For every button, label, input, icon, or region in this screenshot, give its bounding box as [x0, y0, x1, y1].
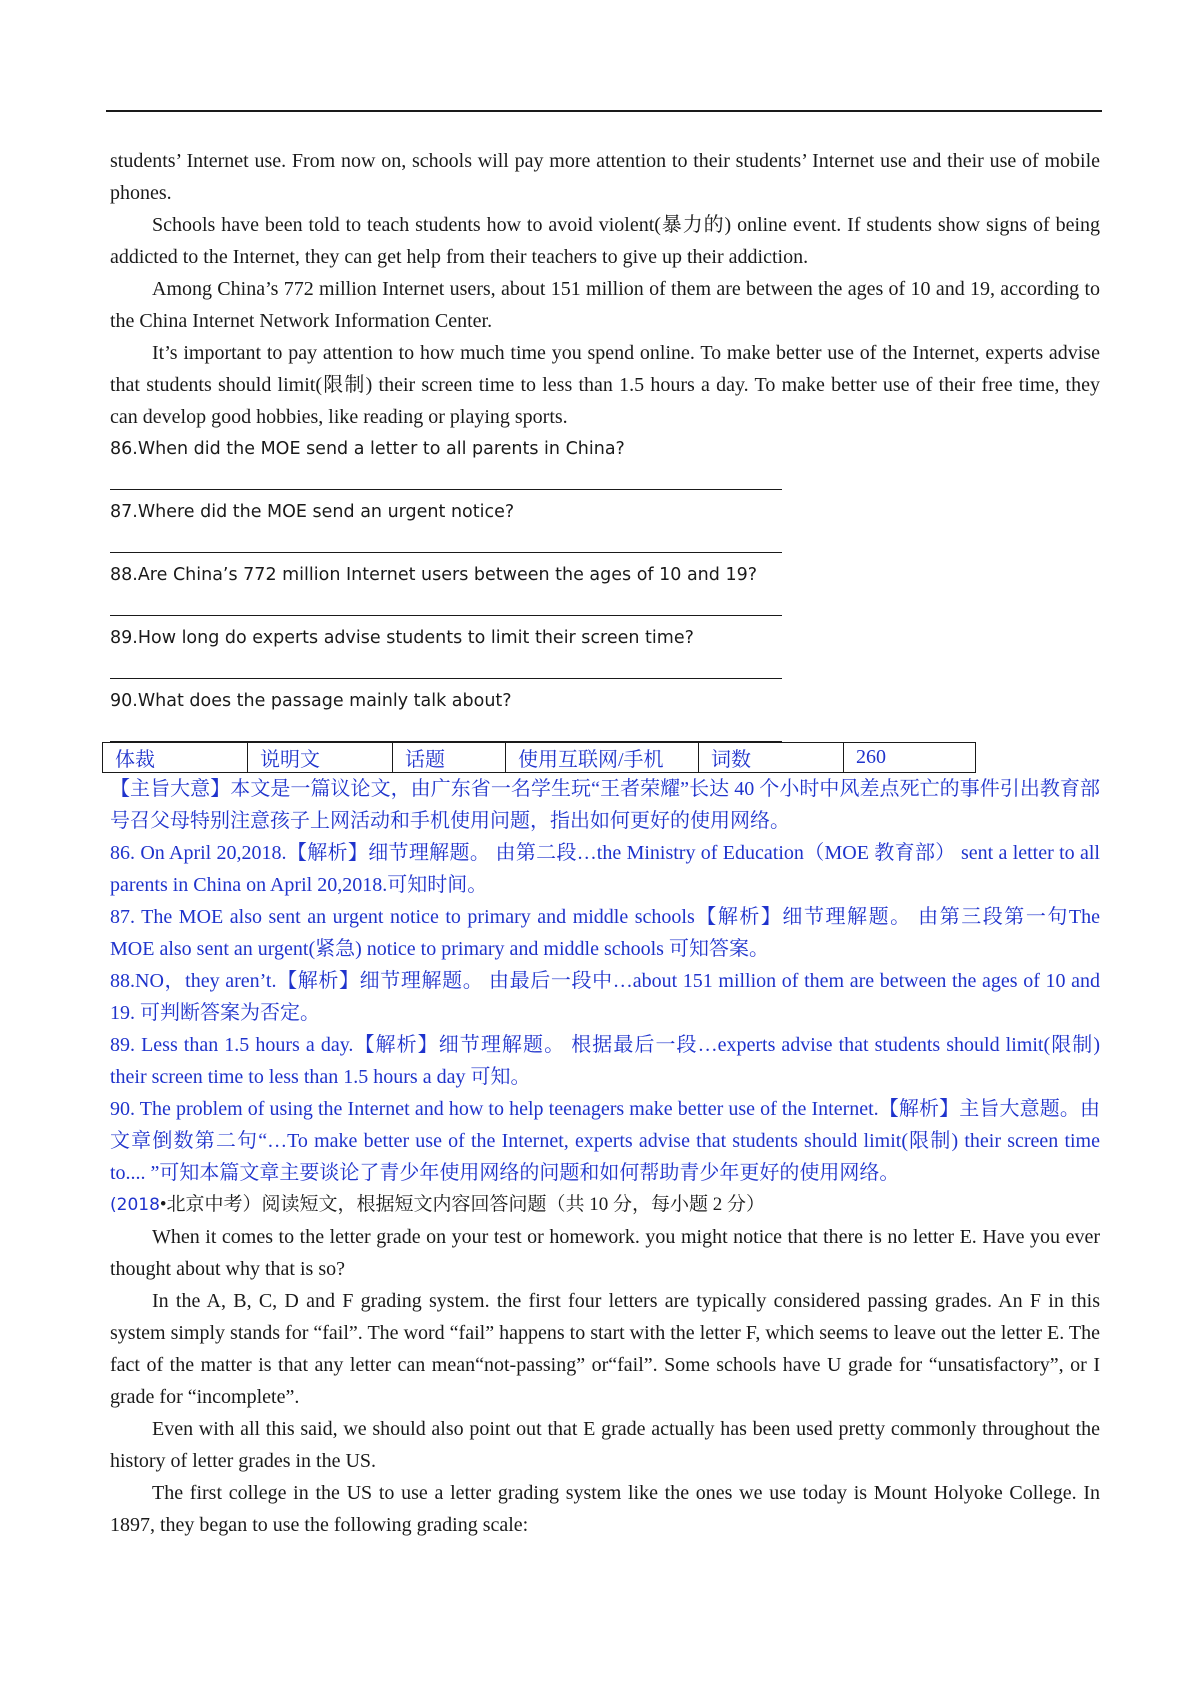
question-90: 90.What does the passage mainly talk about? [110, 691, 512, 711]
passage2-paragraph-1: When it comes to the letter grade on your test or homework. you might notice that there is no letter E. Have you ever thought about why that is so? [110, 1226, 1100, 1280]
topic-label: 话题 [393, 743, 506, 773]
answer-line-87 [110, 552, 782, 553]
passage1-paragraph-2: Schools have been told to teach students how to avoid violent(暴力的) online event. If students show signs of being addicted to the Internet, they can get help from their teachers to give up their addiction. [110, 214, 1100, 268]
answer-87: 87. The MOE also sent an urgent notice to primary and middle schools【解析】细节理解题。 由第三段第一句The MOE also sent an urgent(紧急) notice to primary and middle schools 可知答案。 [110, 906, 1100, 960]
source-instruction: •北京中考）阅读短文，根据短文内容回答问题（共 10 分，每小题 2 分） [159, 1194, 766, 1215]
passage2-paragraph-3: Even with all this said, we should also point out that E grade actually has been used pretty commonly throughout the history of letter grades in the US. [110, 1418, 1100, 1472]
answer-86: 86. On April 20,2018.【解析】细节理解题。 由第二段…the Ministry of Education（MOE 教育部） sent a letter to all parents in China on April 20,2018.可知时间。 [110, 842, 1100, 896]
answer-line-86 [110, 489, 782, 490]
info-table-row [103, 743, 976, 773]
question-86: 86.When did the MOE send a letter to all parents in China? [110, 439, 625, 459]
answer-line-89 [110, 678, 782, 679]
passage-info-table [102, 742, 976, 773]
passage1-paragraph-1: students’ Internet use. From now on, schools will pay more attention to their students’ Internet use and their use of mobile phones. [110, 150, 1100, 204]
header-rule [106, 110, 1102, 112]
question-88: 88.Are China’s 772 million Internet users between the ages of 10 and 19? [110, 565, 757, 585]
answer-88: 88.NO，they aren’t.【解析】细节理解题。 由最后一段中…about 151 million of them are between the ages of 10 and 19. 可判断答案为否定。 [110, 970, 1100, 1024]
passage2-paragraph-4: The first college in the US to use a letter grading system like the ones we use today is Mount Holyoke College. In 1897, they began to use the following grading scale: [110, 1482, 1100, 1536]
genre-label: 体裁 [103, 743, 248, 773]
topic-value: 使用互联网/手机 [506, 743, 699, 773]
question-87: 87.Where did the MOE send an urgent notice? [110, 502, 515, 522]
answer-90: 90. The problem of using the Internet and how to help teenagers make better use of the Internet.【解析】主旨大意题。由文章倒数第二句“…To make better use of the Internet, experts advise that students should limit(限制) their screen time to.... ”可知本篇文章主要谈论了青少年使用网络的问题和如何帮助青少年更好的使用网络。 [110, 1098, 1100, 1184]
answer-89: 89. Less than 1.5 hours a day.【解析】细节理解题。 根据最后一段…experts advise that students should limit(限制) their screen time to less than 1.5 hours a day 可知。 [110, 1034, 1100, 1088]
analysis-summary: 【主旨大意】本文是一篇议论文，由广东省一名学生玩“王者荣耀”长达 40 个小时中风差点死亡的事件引出教育部号召父母特别注意孩子上网活动和手机使用问题，指出如何更好的使用网络。 [110, 778, 1100, 832]
word-count-value: 260 [844, 743, 976, 773]
question-89: 89.How long do experts advise students to limit their screen time? [110, 628, 694, 648]
word-count-label: 词数 [699, 743, 844, 773]
passage1-paragraph-3: Among China’s 772 million Internet users, about 151 million of them are between the ages of 10 and 19, according to the China Internet Network Information Center. [110, 278, 1100, 332]
passage2-paragraph-2: In the A, B, C, D and F grading system. the first four letters are typically considered passing grades. An F in this system simply stands for “fail”. The word “fail” happens to start with the letter F, which seems to leave out the letter E. The fact of the matter is that any letter can mean“not-passing” or“fail”. Some schools have U grade for “unsatisfactory”, or I grade for “incomplete”. [110, 1290, 1100, 1408]
passage1-paragraph-4: It’s important to pay attention to how much time you spend online. To make better use of the Internet, experts advise that students should limit(限制) their screen time to less than 1.5 hours a day. To make better use of their free time, they can develop good hobbies, like reading or playing sports. [110, 342, 1100, 428]
source-year: (2018 [110, 1195, 160, 1215]
passage2-source-line [110, 1189, 1100, 1221]
genre-value: 说明文 [248, 743, 393, 773]
document-body [110, 145, 1100, 1541]
answer-line-88 [110, 615, 782, 616]
